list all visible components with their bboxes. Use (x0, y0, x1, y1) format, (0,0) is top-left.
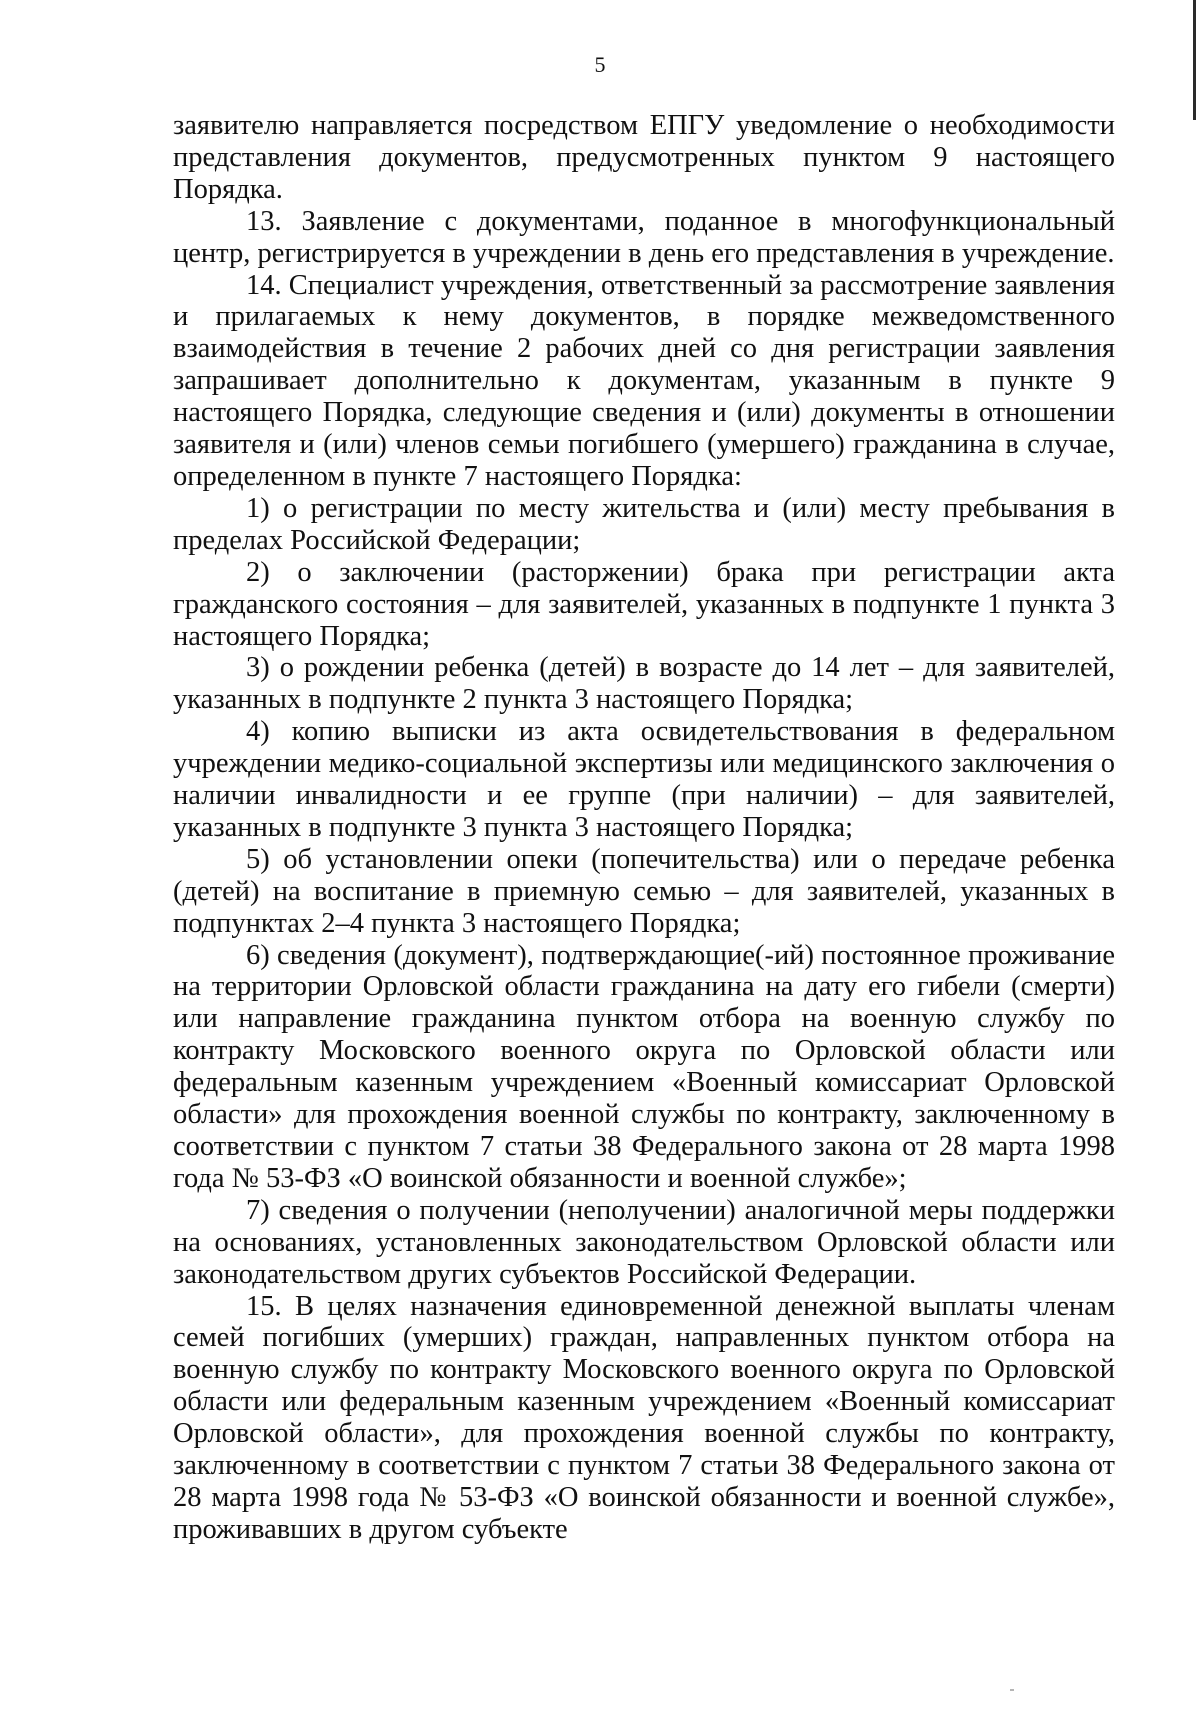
list-item-1: 1) о регистрации по месту жительства и (или) месту пребывания в пределах Российской Федерации; (173, 492, 1115, 556)
paragraph-continuation: заявителю направляется посредством ЕПГУ уведомление о необходимости представления документов, предусмотренных пунктом 9 настоящего Порядка. (173, 110, 1115, 205)
paragraph-15: 15. В целях назначения единовременной денежной выплаты членам семей погибших (умерших) граждан, направленных пунктом отбора на военную службу по контракту Московского военного округа по Орловской области или федеральным казенным учреждением «Военный комиссариат Орловской области», для прохождения военной службы по контракту, заключенному в соответствии с пунктом 7 статьи 38 Федерального закона от 28 марта 1998 года № 53-ФЗ «О воинской обязанности и военной службе», проживавших в другом субъекте (173, 1290, 1115, 1545)
paragraph-14: 14. Специалист учреждения, ответственный за рассмотрение заявления и прилагаемых к нему документов, в порядке межведомственного взаимодействия в течение 2 рабочих дней со дня регистрации заявления запрашивает дополнительно к документам, указанным в пункте 9 настоящего Порядка, следующие сведения и (или) документы в отношении заявителя и (или) членов семьи погибшего (умершего) гражданина в случае, определенном в пункте 7 настоящего Порядка: (173, 269, 1115, 492)
paragraph-13: 13. Заявление с документами, поданное в многофункциональный центр, регистрируется в учреждении в день его представления в учреждение. (173, 205, 1115, 269)
list-item-4: 4) копию выписки из акта освидетельствования в федеральном учреждении медико-социальной экспертизы или медицинского заключения о наличии инвалидности и ее группе (при наличии) – для заявителей, указанных в подпункте 3 пункта 3 настоящего Порядка; (173, 716, 1115, 843)
scan-speck (1010, 1689, 1014, 1691)
list-item-6: 6) сведения (документ), подтверждающие(-ий) постоянное проживание на территории Орловской области гражданина на дату его гибели (смерти) или направление гражданина пунктом отбора на военную службу по контракту Московского военного округа по Орловской области или федеральным казенным учреждением «Военный комиссариат Орловской области» для прохождения военной службы по контракту, заключенному в соответствии с пунктом 7 статьи 38 Федерального закона от 28 марта 1998 года № 53-ФЗ «О воинской обязанности и военной службе»; (173, 939, 1115, 1194)
document-body (173, 110, 1115, 1546)
list-item-3: 3) о рождении ребенка (детей) в возрасте до 14 лет – для заявителей, указанных в подпункте 2 пункта 3 настоящего Порядка; (173, 652, 1115, 716)
list-item-7: 7) сведения о получении (неполучении) аналогичной меры поддержки на основаниях, установленных законодательством Орловской области или законодательством других субъектов Российской Федерации. (173, 1194, 1115, 1290)
page-number: 5 (594, 52, 606, 77)
list-item-5: 5) об установлении опеки (попечительства) или о передаче ребенка (детей) на воспитание в приемную семью – для заявителей, указанных в подпунктах 2–4 пункта 3 настоящего Порядка; (173, 843, 1115, 939)
list-item-2: 2) о заключении (расторжении) брака при регистрации акта гражданского состояния – для заявителей, указанных в подпункте 1 пункта 3 настоящего Порядка; (173, 556, 1115, 652)
